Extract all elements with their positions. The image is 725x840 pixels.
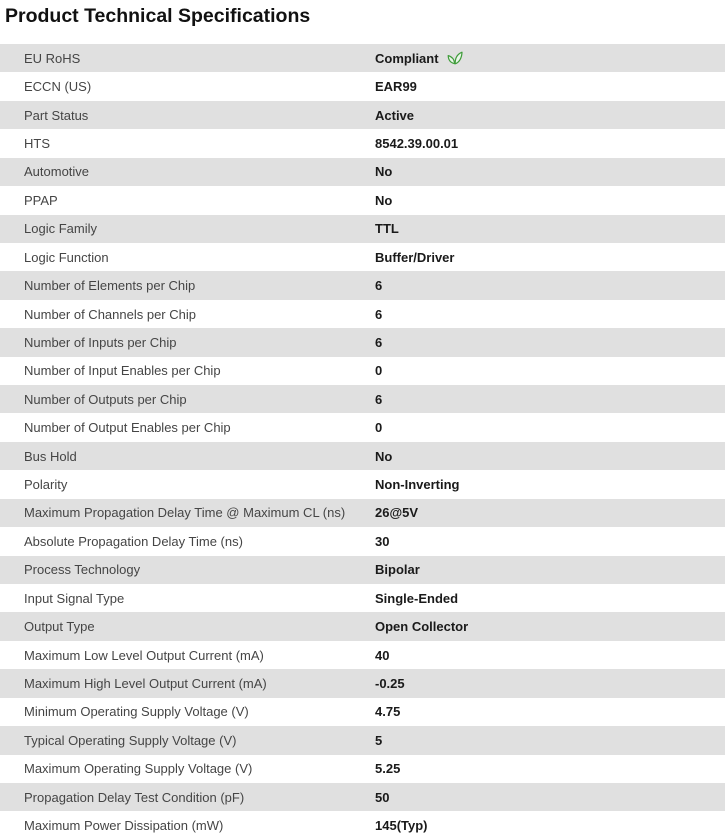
spec-value-text: No: [375, 448, 393, 464]
spec-value: [375, 790, 725, 805]
spec-row: [0, 783, 725, 811]
spec-row: [0, 755, 725, 783]
leaf-icon[interactable]: [447, 51, 463, 65]
spec-value-text: Open Collector: [375, 619, 469, 635]
spec-label: Input Signal Type: [24, 590, 125, 606]
spec-label: HTS: [24, 135, 50, 151]
spec-label: Logic Family: [24, 221, 97, 237]
spec-value: [375, 335, 725, 350]
spec-value: [375, 562, 725, 577]
spec-row: [0, 641, 725, 669]
spec-label: Minimum Operating Supply Voltage (V): [24, 704, 249, 720]
spec-value: [375, 250, 725, 265]
spec-label: Number of Output Enables per Chip: [24, 420, 231, 436]
spec-row: [0, 72, 725, 100]
spec-label: Number of Elements per Chip: [24, 278, 196, 294]
spec-row: [0, 158, 725, 186]
spec-row: [0, 612, 725, 640]
spec-label: Number of Input Enables per Chip: [24, 363, 221, 379]
spec-value: [375, 79, 725, 94]
spec-value-text: 5: [375, 732, 383, 748]
spec-label: Maximum Propagation Delay Time @ Maximum CL (ns): [24, 505, 346, 521]
spec-label: Logic Function: [24, 249, 109, 265]
spec-row: [0, 186, 725, 214]
spec-row: [0, 300, 725, 328]
spec-label: Number of Channels per Chip: [24, 306, 196, 322]
spec-value-text: 40: [375, 647, 390, 663]
spec-label: Bus Hold: [24, 448, 77, 464]
spec-value-text: Single-Ended: [375, 590, 459, 606]
spec-row: [0, 413, 725, 441]
spec-value-text: No: [375, 164, 393, 180]
spec-value: [375, 648, 725, 663]
spec-label: Process Technology: [24, 562, 141, 578]
spec-row: [0, 357, 725, 385]
spec-row: [0, 129, 725, 157]
spec-value: [375, 449, 725, 464]
spec-value: [375, 619, 725, 634]
spec-value-text: 30: [375, 533, 390, 549]
spec-value-text: Compliant: [375, 50, 439, 66]
spec-value: [375, 136, 725, 151]
spec-row: [0, 44, 725, 72]
spec-value: [375, 761, 725, 776]
spec-value-text: 5.25: [375, 761, 401, 777]
spec-label: Absolute Propagation Delay Time (ns): [24, 533, 243, 549]
spec-row: [0, 811, 725, 839]
spec-label: Output Type: [24, 619, 95, 635]
spec-value: [375, 221, 725, 236]
spec-value: [375, 818, 725, 833]
spec-value-text: 26@5V: [375, 505, 419, 521]
spec-value-text: 50: [375, 789, 390, 805]
spec-label: PPAP: [24, 192, 58, 208]
spec-row: [0, 499, 725, 527]
spec-value: [375, 108, 725, 123]
spec-row: [0, 698, 725, 726]
spec-value: [375, 307, 725, 322]
spec-value-text: Active: [375, 107, 415, 123]
spec-value-text: 6: [375, 278, 383, 294]
spec-value: [375, 363, 725, 378]
spec-value: [375, 477, 725, 492]
spec-row: [0, 726, 725, 754]
spec-row: [0, 669, 725, 697]
spec-row: [0, 271, 725, 299]
spec-value-text: No: [375, 192, 393, 208]
spec-label: ECCN (US): [24, 79, 92, 95]
page-title: Product Technical Specifications: [5, 5, 311, 27]
spec-value: [375, 420, 725, 435]
spec-label: Typical Operating Supply Voltage (V): [24, 732, 237, 748]
spec-label: Polarity: [24, 477, 68, 493]
spec-value-text: 6: [375, 334, 383, 350]
spec-value-text: 0: [375, 420, 383, 436]
spec-value-text: 0: [375, 363, 383, 379]
spec-value-text: Non-Inverting: [375, 477, 460, 493]
spec-row: [0, 101, 725, 129]
spec-row: [0, 215, 725, 243]
spec-value: [375, 591, 725, 606]
spec-label: Automotive: [24, 164, 90, 180]
spec-label: Maximum Power Dissipation (mW): [24, 818, 224, 834]
spec-value: [375, 278, 725, 293]
spec-row: [0, 527, 725, 555]
spec-value: [375, 733, 725, 748]
spec-value: [375, 676, 725, 691]
spec-label: Part Status: [24, 107, 89, 123]
spec-row: [0, 556, 725, 584]
spec-row: [0, 442, 725, 470]
spec-value: [375, 505, 725, 520]
spec-row: [0, 328, 725, 356]
spec-label: Maximum Low Level Output Current (mA): [24, 647, 264, 663]
spec-value: [375, 704, 725, 719]
spec-value-text: TTL: [375, 221, 399, 237]
spec-label: Number of Outputs per Chip: [24, 391, 187, 407]
spec-row: [0, 243, 725, 271]
spec-value-text: Bipolar: [375, 562, 420, 578]
spec-value-text: 8542.39.00.01: [375, 135, 459, 151]
spec-value-text: 4.75: [375, 704, 401, 720]
spec-value-text: 6: [375, 391, 383, 407]
spec-value: [375, 193, 725, 208]
spec-value-text: 145(Typ): [375, 818, 428, 834]
spec-label: Maximum High Level Output Current (mA): [24, 675, 267, 691]
spec-value: [375, 164, 725, 179]
spec-value: [375, 51, 725, 66]
spec-value-text: 6: [375, 306, 383, 322]
spec-value-text: Buffer/Driver: [375, 249, 455, 265]
spec-value-text: -0.25: [375, 675, 405, 691]
spec-label: Number of Inputs per Chip: [24, 334, 177, 350]
spec-row: [0, 470, 725, 498]
spec-row: [0, 584, 725, 612]
spec-label: Maximum Operating Supply Voltage (V): [24, 761, 253, 777]
spec-table: [0, 44, 725, 840]
spec-label: Propagation Delay Test Condition (pF): [24, 789, 245, 805]
spec-value: [375, 392, 725, 407]
spec-value-text: EAR99: [375, 79, 417, 95]
spec-value: [375, 534, 725, 549]
spec-label: EU RoHS: [24, 50, 81, 66]
spec-row: [0, 385, 725, 413]
